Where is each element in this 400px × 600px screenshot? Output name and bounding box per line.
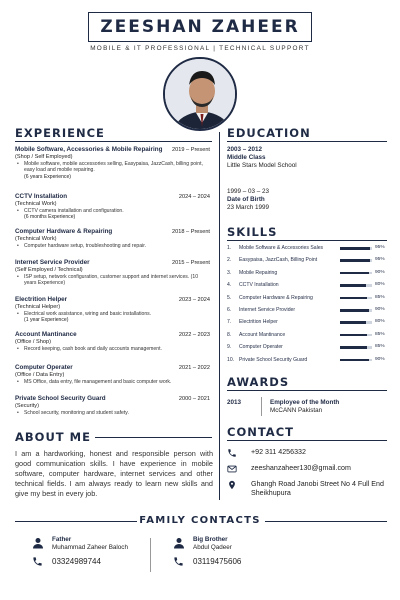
experience-date: 2000 – 2021 — [178, 396, 210, 402]
experience-bullet: • MS Office, data entry, file management and basic computer work. — [15, 379, 210, 385]
experience-item — [15, 259, 210, 286]
skill-row — [227, 331, 389, 340]
skill-row — [227, 306, 389, 315]
skill-row — [227, 318, 389, 327]
experience-title: EXPERIENCE — [15, 126, 105, 140]
skill-percent: 90% — [375, 269, 385, 275]
skill-bar — [340, 309, 372, 312]
skill-number: 8. — [227, 331, 232, 338]
contact-address: Ghangh Road Janobi Street No 4 Full End Sheikhupura — [251, 480, 384, 497]
skill-label: Computer Operater — [239, 344, 283, 351]
education-school: Little Stars Model School — [227, 162, 297, 169]
family-member — [52, 536, 128, 566]
skill-label: Account Mantinance — [239, 331, 286, 338]
experience-bullet: • Computer hardware setup, troubleshooting and repair. — [15, 243, 210, 249]
skills-rule — [227, 240, 387, 241]
experience-note: (6 months Experience) — [24, 214, 76, 221]
skill-row — [227, 281, 389, 290]
person-icon — [173, 537, 185, 549]
experience-date: 2024 – 2024 — [178, 194, 210, 200]
skill-number: 4. — [227, 282, 232, 289]
award-organization: McCANN Pakistan — [270, 407, 323, 414]
experience-role: Computer Hardware & Repairing — [15, 228, 113, 235]
experience-item — [15, 364, 210, 385]
skill-number: 9. — [227, 344, 232, 351]
skill-percent: 80% — [375, 282, 385, 288]
job-subtitle: MOBILE & IT PROFESSIONAL | TECHNICAL SUPPORT — [90, 45, 310, 52]
skill-percent: 85% — [375, 344, 385, 350]
experience-bullet: • Mobile software, mobile accessories selling, Easypaisa, JazzCash, billing point, easy load and mobile repairing. — [15, 161, 210, 174]
phone-icon — [227, 448, 237, 458]
skill-bar — [340, 334, 372, 337]
family-rule-right — [265, 521, 387, 522]
awards-title: AWARDS — [227, 375, 290, 389]
award-year: 2013 — [227, 399, 242, 406]
skill-label: Electrition Helper — [239, 319, 278, 326]
experience-item — [15, 296, 210, 323]
skill-number: 2. — [227, 257, 232, 264]
family-phone[interactable]: 03119475606 — [193, 557, 242, 566]
education-school: 23 March 1999 — [227, 204, 270, 211]
experience-type: (Self Employed / Technical) — [15, 266, 83, 273]
full-name: ZEESHAN ZAHEER — [100, 17, 300, 37]
skill-bar-fill — [340, 346, 367, 349]
experience-item — [15, 146, 210, 180]
about-title: ABOUT ME — [15, 430, 91, 444]
skill-bar-fill — [340, 259, 370, 262]
email-icon — [227, 464, 237, 474]
skill-number: 10. — [227, 356, 235, 363]
education-years: 2003 – 2012 — [227, 146, 263, 153]
skill-bar — [340, 359, 372, 362]
family-phone[interactable]: 03324989744 — [52, 557, 101, 566]
education-level: Date of Birth — [227, 196, 265, 203]
education-years: 1999 – 03 – 23 — [227, 188, 270, 195]
skill-label: Mobile Software & Accessories Sales — [239, 245, 324, 251]
skill-bar — [340, 247, 372, 250]
skill-percent: 80% — [375, 319, 385, 325]
profile-photo-illustration — [165, 59, 237, 131]
skill-bar — [340, 272, 372, 275]
experience-type: (Office / Shop) — [15, 338, 51, 345]
skill-bar — [340, 346, 372, 349]
family-relation: Father — [52, 536, 72, 543]
experience-date: 2019 – Present — [172, 147, 210, 153]
skill-bar-fill — [340, 297, 367, 300]
phone-icon — [32, 556, 43, 567]
experience-date: 2018 – Present — [172, 229, 210, 235]
education-level: Middle Class — [227, 154, 266, 161]
skill-label: Mobile Repairing — [239, 269, 278, 276]
experience-item — [15, 395, 210, 416]
skill-row — [227, 269, 389, 278]
award-name: Employee of the Month — [270, 399, 340, 406]
experience-type: (Security) — [15, 402, 39, 409]
skill-bar-fill — [340, 272, 369, 275]
experience-type: (Technical Work) — [15, 235, 57, 242]
skill-number: 3. — [227, 269, 232, 276]
education-rule — [227, 141, 387, 142]
profile-photo — [163, 57, 237, 131]
family-name: Muhammad Zaheer Baloch — [52, 544, 128, 551]
skill-number: 1. — [227, 245, 232, 251]
skill-label: Easypaisa, JazzCash, Billing Point — [239, 257, 318, 264]
skill-row — [227, 343, 389, 352]
education-item — [227, 146, 297, 170]
experience-item — [15, 228, 210, 249]
skill-percent: 90% — [375, 356, 385, 362]
skill-row — [227, 244, 389, 253]
contact-title: CONTACT — [227, 425, 294, 439]
skill-bar-fill — [340, 321, 366, 324]
contact-rule — [227, 440, 387, 441]
skills-title: SKILLS — [227, 225, 278, 239]
experience-date: 2023 – 2024 — [178, 297, 210, 303]
family-member — [193, 536, 241, 566]
experience-item — [15, 193, 210, 220]
family-title: FAMILY CONTACTS — [139, 515, 261, 526]
family-divider — [150, 538, 151, 572]
skill-row — [227, 294, 389, 303]
column-divider — [219, 132, 220, 500]
location-pin-icon — [227, 480, 237, 490]
name-box — [88, 12, 312, 42]
skill-row — [227, 256, 389, 265]
education-title: EDUCATION — [227, 126, 311, 140]
awards-rule — [227, 390, 387, 391]
skill-label: Computer Hardware & Repairing — [239, 294, 313, 301]
skill-bar-fill — [340, 359, 369, 362]
skill-label: Private School Security Guard — [239, 356, 308, 363]
experience-date: 2021 – 2022 — [178, 365, 210, 371]
experience-bullet: • Electrical work assistance, wiring and basic installations. — [15, 311, 210, 317]
skill-label: CCTV Installation — [239, 282, 279, 289]
experience-role: Account Mantinance — [15, 331, 77, 338]
skill-percent: 85% — [375, 331, 385, 337]
experience-bullet: • School security, monitoring and student safety. — [15, 410, 210, 416]
skill-label: Internet Service Provider — [239, 307, 296, 313]
experience-role: CCTV Installation — [15, 193, 68, 200]
about-rule — [95, 437, 212, 438]
contact-phone[interactable]: +92 311 4256332 — [251, 448, 306, 456]
skill-bar — [340, 259, 372, 262]
skill-percent: 85% — [375, 294, 385, 300]
experience-bullet: • ISP setup, network configuration, customer support and internet services. (10 years Experience) — [15, 274, 210, 287]
contact-phone-row — [227, 448, 306, 458]
experience-type: (Shop / Self Employed) — [15, 153, 73, 160]
phone-icon — [173, 556, 184, 567]
skill-bar — [340, 297, 372, 300]
contact-address-row — [227, 480, 392, 498]
experience-date: 2015 – Present — [172, 260, 210, 266]
contact-email-row — [227, 464, 351, 474]
skill-number: 5. — [227, 294, 232, 301]
experience-type: (Technical Helper) — [15, 303, 61, 310]
skill-number: 6. — [227, 307, 232, 313]
experience-item — [15, 331, 210, 352]
skill-bar — [340, 284, 372, 287]
experience-note: (1 year Experience) — [24, 317, 69, 324]
experience-role: Private School Security Guard — [15, 395, 106, 402]
education-item — [227, 188, 269, 212]
experience-role: Mobile Software, Accessories & Mobile Repairing — [15, 146, 163, 153]
skill-bar — [340, 321, 372, 324]
experience-role: Internet Service Provider — [15, 259, 90, 266]
skill-row — [227, 356, 389, 365]
experience-rule — [15, 141, 212, 142]
experience-role: Electrition Helper — [15, 296, 68, 303]
experience-bullet: • Record keeping, cash book and daily accounts management. — [15, 346, 210, 352]
person-icon — [32, 537, 44, 549]
experience-date: 2022 – 2023 — [178, 332, 210, 338]
skill-number: 7. — [227, 319, 232, 326]
skill-bar-fill — [340, 247, 370, 250]
skill-percent: 90% — [375, 307, 385, 312]
family-name: Abdul Qadeer — [193, 544, 232, 551]
skill-bar-fill — [340, 334, 367, 337]
experience-type: (Office / Data Entry) — [15, 371, 65, 378]
contact-email[interactable]: zeeshanzaheer130@gmail.com — [251, 464, 351, 472]
about-text: I am a hardworking, honest and responsible person with good communication skills. I have experience in mobile software, computer hardware, internet services and other technical fields. I am always ready to learn new skills and give my best in every job. — [15, 449, 213, 498]
skill-bar-fill — [340, 284, 366, 287]
family-relation: Big Brother — [193, 536, 228, 543]
skill-percent: 95% — [375, 257, 385, 263]
award-separator — [261, 397, 262, 416]
experience-role: Computer Operater — [15, 364, 73, 371]
skill-bar-fill — [340, 309, 369, 312]
experience-bullet: • CCTV camera installation and configuration. — [15, 208, 210, 214]
experience-type: (Technical Work) — [15, 200, 57, 207]
experience-note: (6 years Experience) — [24, 173, 71, 180]
skill-percent: 95% — [375, 245, 385, 250]
